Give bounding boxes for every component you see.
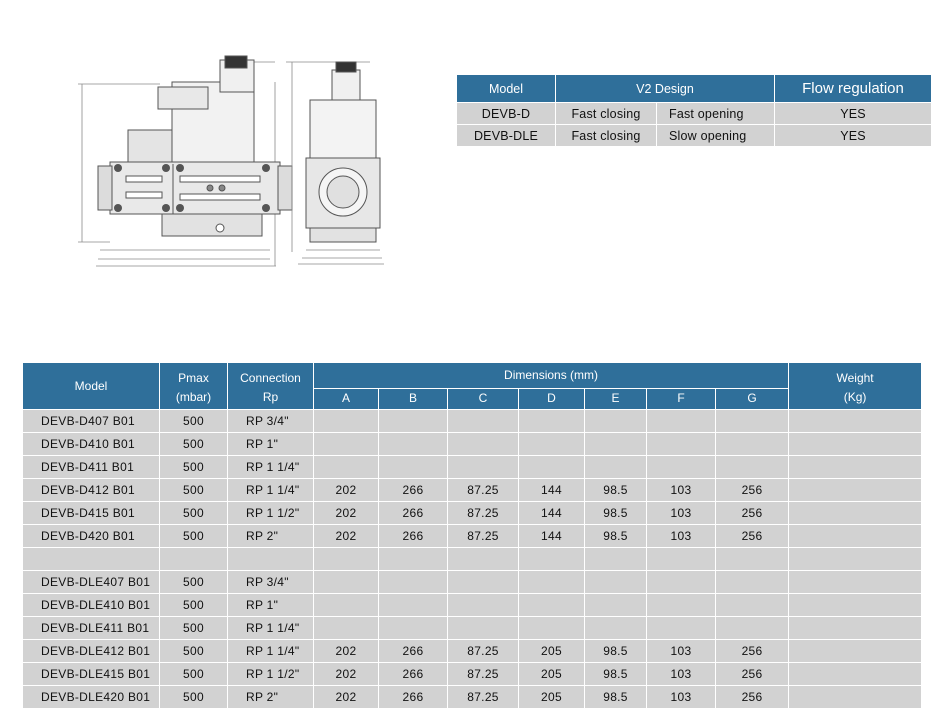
spec-dim-e-cell <box>585 617 647 640</box>
spec-dim-a-cell <box>314 456 379 479</box>
spec-dim-f-cell: 103 <box>647 686 716 709</box>
spec-dim-c-cell <box>448 433 519 456</box>
spec-connection-cell: RP 1 1/4" <box>228 640 314 663</box>
table-row <box>23 548 922 571</box>
spec-dim-e-cell: 98.5 <box>585 479 647 502</box>
spec-dim-e-cell: 98.5 <box>585 502 647 525</box>
spec-dim-d-cell <box>519 433 585 456</box>
spec-dim-c-cell <box>448 548 519 571</box>
spec-weight-cell <box>789 410 922 433</box>
spec-dim-b-cell <box>379 548 448 571</box>
spec-dim-g-cell: 256 <box>716 525 789 548</box>
spec-dim-g-cell <box>716 594 789 617</box>
spec-pmax-cell: 500 <box>160 640 228 663</box>
spec-weight-cell <box>789 617 922 640</box>
table-row <box>23 686 922 709</box>
table-row <box>23 571 922 594</box>
spec-dim-f-cell: 103 <box>647 479 716 502</box>
table-row <box>457 103 932 125</box>
spec-model-cell: DEVB-DLE407 B01 <box>23 571 160 594</box>
spec-pmax-cell: 500 <box>160 502 228 525</box>
spec-header-weight-unit: (Kg) <box>789 388 922 410</box>
spec-dim-b-cell: 266 <box>379 502 448 525</box>
spec-header-pmax-unit: (mbar) <box>160 388 228 410</box>
spec-model-cell: DEVB-DLE410 B01 <box>23 594 160 617</box>
spec-weight-cell <box>789 456 922 479</box>
spec-dim-d-cell <box>519 410 585 433</box>
spec-weight-cell <box>789 594 922 617</box>
spec-pmax-cell: 500 <box>160 525 228 548</box>
spec-dim-f-cell <box>647 548 716 571</box>
spec-dim-a-cell: 202 <box>314 502 379 525</box>
spec-pmax-cell: 500 <box>160 433 228 456</box>
spec-dim-c-cell: 87.25 <box>448 686 519 709</box>
spec-dim-g-cell: 256 <box>716 479 789 502</box>
spec-dim-a-cell: 202 <box>314 479 379 502</box>
spec-dim-d-cell <box>519 456 585 479</box>
spec-dim-e-cell: 98.5 <box>585 663 647 686</box>
table-row <box>23 410 922 433</box>
spec-pmax-cell: 500 <box>160 617 228 640</box>
spec-model-cell: DEVB-DLE415 B01 <box>23 663 160 686</box>
design-header-flow-regulation: Flow regulation <box>775 75 932 103</box>
spec-weight-cell <box>789 663 922 686</box>
spec-header-dim-d: D <box>519 388 585 410</box>
spec-weight-cell <box>789 502 922 525</box>
spec-header-connection-unit: Rp <box>228 388 314 410</box>
spec-weight-cell <box>789 686 922 709</box>
spec-header-dim-g: G <box>716 388 789 410</box>
spec-header-pmax: Pmax <box>160 363 228 388</box>
spec-table <box>22 363 922 709</box>
spec-dim-b-cell <box>379 617 448 640</box>
spec-dim-b-cell: 266 <box>379 686 448 709</box>
spec-dim-d-cell: 205 <box>519 663 585 686</box>
spec-weight-cell <box>789 479 922 502</box>
spec-weight-cell <box>789 640 922 663</box>
spec-connection-cell: RP 1 1/4" <box>228 456 314 479</box>
spec-header-weight: Weight <box>789 363 922 388</box>
spec-dim-g-cell <box>716 617 789 640</box>
spec-dim-b-cell: 266 <box>379 479 448 502</box>
spec-dim-e-cell <box>585 548 647 571</box>
spec-header-dim-b: B <box>379 388 448 410</box>
spec-pmax-cell: 500 <box>160 571 228 594</box>
spec-dim-e-cell <box>585 571 647 594</box>
spec-dim-g-cell <box>716 548 789 571</box>
spec-dim-a-cell <box>314 548 379 571</box>
spec-weight-cell <box>789 525 922 548</box>
spec-dim-a-cell <box>314 571 379 594</box>
valve-technical-drawing-icon <box>70 52 410 274</box>
spec-dim-g-cell: 256 <box>716 663 789 686</box>
spec-header-connection: Connection <box>228 363 314 388</box>
spec-connection-cell: RP 3/4" <box>228 410 314 433</box>
spec-header-dim-a: A <box>314 388 379 410</box>
spec-model-cell: DEVB-D411 B01 <box>23 456 160 479</box>
table-row <box>23 456 922 479</box>
spec-dim-e-cell <box>585 594 647 617</box>
spec-dim-c-cell: 87.25 <box>448 479 519 502</box>
spec-dim-e-cell: 98.5 <box>585 640 647 663</box>
spec-dim-c-cell <box>448 571 519 594</box>
spec-pmax-cell: 500 <box>160 686 228 709</box>
design-model-cell: DEVB-D <box>457 103 556 125</box>
spec-dim-c-cell <box>448 594 519 617</box>
spec-dim-f-cell <box>647 433 716 456</box>
spec-connection-cell: RP 2" <box>228 525 314 548</box>
spec-dim-d-cell <box>519 594 585 617</box>
spec-connection-cell: RP 1" <box>228 433 314 456</box>
spec-connection-cell: RP 1 1/4" <box>228 479 314 502</box>
design-table <box>456 74 932 147</box>
spec-connection-cell: RP 1 1/2" <box>228 663 314 686</box>
table-row <box>457 125 932 147</box>
spec-dim-e-cell <box>585 433 647 456</box>
spec-model-cell: DEVB-D407 B01 <box>23 410 160 433</box>
design-closing-cell: Fast closing <box>556 125 657 147</box>
table-row <box>23 479 922 502</box>
spec-dim-d-cell: 144 <box>519 525 585 548</box>
spec-dim-a-cell: 202 <box>314 663 379 686</box>
spec-dim-b-cell: 266 <box>379 640 448 663</box>
spec-dim-e-cell: 98.5 <box>585 525 647 548</box>
spec-dim-f-cell: 103 <box>647 663 716 686</box>
spec-connection-cell: RP 2" <box>228 686 314 709</box>
spec-model-cell <box>23 548 160 571</box>
table-row <box>23 433 922 456</box>
spec-dim-a-cell <box>314 410 379 433</box>
spec-dim-f-cell <box>647 456 716 479</box>
spec-model-cell: DEVB-D420 B01 <box>23 525 160 548</box>
spec-dim-g-cell: 256 <box>716 686 789 709</box>
design-opening-cell: Fast opening <box>657 103 775 125</box>
spec-dim-c-cell: 87.25 <box>448 663 519 686</box>
spec-connection-cell: RP 1 1/4" <box>228 617 314 640</box>
spec-dim-f-cell: 103 <box>647 525 716 548</box>
spec-connection-cell: RP 3/4" <box>228 571 314 594</box>
spec-dim-e-cell <box>585 410 647 433</box>
spec-dim-c-cell <box>448 617 519 640</box>
spec-dim-c-cell <box>448 410 519 433</box>
spec-header-dim-f: F <box>647 388 716 410</box>
table-row <box>23 640 922 663</box>
spec-dim-c-cell: 87.25 <box>448 502 519 525</box>
spec-dim-f-cell <box>647 571 716 594</box>
spec-dim-g-cell: 256 <box>716 640 789 663</box>
spec-dim-g-cell <box>716 433 789 456</box>
spec-dim-f-cell: 103 <box>647 502 716 525</box>
spec-dim-g-cell <box>716 456 789 479</box>
spec-dim-e-cell <box>585 456 647 479</box>
spec-dim-d-cell <box>519 571 585 594</box>
design-flow-cell: YES <box>775 103 932 125</box>
spec-model-cell: DEVB-D412 B01 <box>23 479 160 502</box>
spec-dim-b-cell <box>379 410 448 433</box>
spec-dim-g-cell <box>716 410 789 433</box>
spec-model-cell: DEVB-DLE420 B01 <box>23 686 160 709</box>
spec-pmax-cell: 500 <box>160 456 228 479</box>
design-closing-cell: Fast closing <box>556 103 657 125</box>
spec-dim-f-cell <box>647 594 716 617</box>
spec-weight-cell <box>789 433 922 456</box>
spec-dim-g-cell: 256 <box>716 502 789 525</box>
design-model-cell: DEVB-DLE <box>457 125 556 147</box>
spec-dim-a-cell <box>314 617 379 640</box>
spec-weight-cell <box>789 548 922 571</box>
spec-dim-d-cell <box>519 548 585 571</box>
spec-dim-b-cell <box>379 456 448 479</box>
spec-dim-a-cell: 202 <box>314 640 379 663</box>
table-row <box>23 663 922 686</box>
spec-pmax-cell: 500 <box>160 479 228 502</box>
spec-dim-a-cell: 202 <box>314 686 379 709</box>
spec-dim-f-cell: 103 <box>647 640 716 663</box>
spec-model-cell: DEVB-DLE411 B01 <box>23 617 160 640</box>
design-flow-cell: YES <box>775 125 932 147</box>
spec-header-dimensions: Dimensions (mm) <box>314 363 789 388</box>
spec-dim-c-cell: 87.25 <box>448 525 519 548</box>
spec-pmax-cell: 500 <box>160 594 228 617</box>
spec-dim-d-cell: 144 <box>519 502 585 525</box>
table-row <box>23 525 922 548</box>
spec-header-dim-c: C <box>448 388 519 410</box>
spec-connection-cell <box>228 548 314 571</box>
spec-dim-c-cell: 87.25 <box>448 640 519 663</box>
spec-dim-d-cell <box>519 617 585 640</box>
design-opening-cell: Slow opening <box>657 125 775 147</box>
spec-header-dim-e: E <box>585 388 647 410</box>
spec-dim-b-cell <box>379 571 448 594</box>
spec-dim-a-cell <box>314 594 379 617</box>
spec-dim-f-cell <box>647 617 716 640</box>
design-header-model: Model <box>457 75 556 103</box>
spec-dim-e-cell: 98.5 <box>585 686 647 709</box>
spec-header-model: Model <box>23 363 160 410</box>
spec-dim-d-cell: 205 <box>519 686 585 709</box>
design-header-v2-design: V2 Design <box>556 75 775 103</box>
spec-dim-g-cell <box>716 571 789 594</box>
spec-dim-b-cell: 266 <box>379 663 448 686</box>
table-row <box>23 502 922 525</box>
spec-dim-c-cell <box>448 456 519 479</box>
spec-dim-d-cell: 205 <box>519 640 585 663</box>
spec-connection-cell: RP 1 1/2" <box>228 502 314 525</box>
spec-model-cell: DEVB-DLE412 B01 <box>23 640 160 663</box>
spec-dim-a-cell: 202 <box>314 525 379 548</box>
spec-dim-b-cell: 266 <box>379 525 448 548</box>
spec-pmax-cell: 500 <box>160 663 228 686</box>
spec-model-cell: DEVB-D415 B01 <box>23 502 160 525</box>
spec-dim-f-cell <box>647 410 716 433</box>
spec-weight-cell <box>789 571 922 594</box>
spec-pmax-cell <box>160 548 228 571</box>
spec-dim-d-cell: 144 <box>519 479 585 502</box>
spec-pmax-cell: 500 <box>160 410 228 433</box>
spec-dim-b-cell <box>379 433 448 456</box>
spec-dim-b-cell <box>379 594 448 617</box>
spec-connection-cell: RP 1" <box>228 594 314 617</box>
spec-model-cell: DEVB-D410 B01 <box>23 433 160 456</box>
spec-dim-a-cell <box>314 433 379 456</box>
table-row <box>23 617 922 640</box>
table-row <box>23 594 922 617</box>
